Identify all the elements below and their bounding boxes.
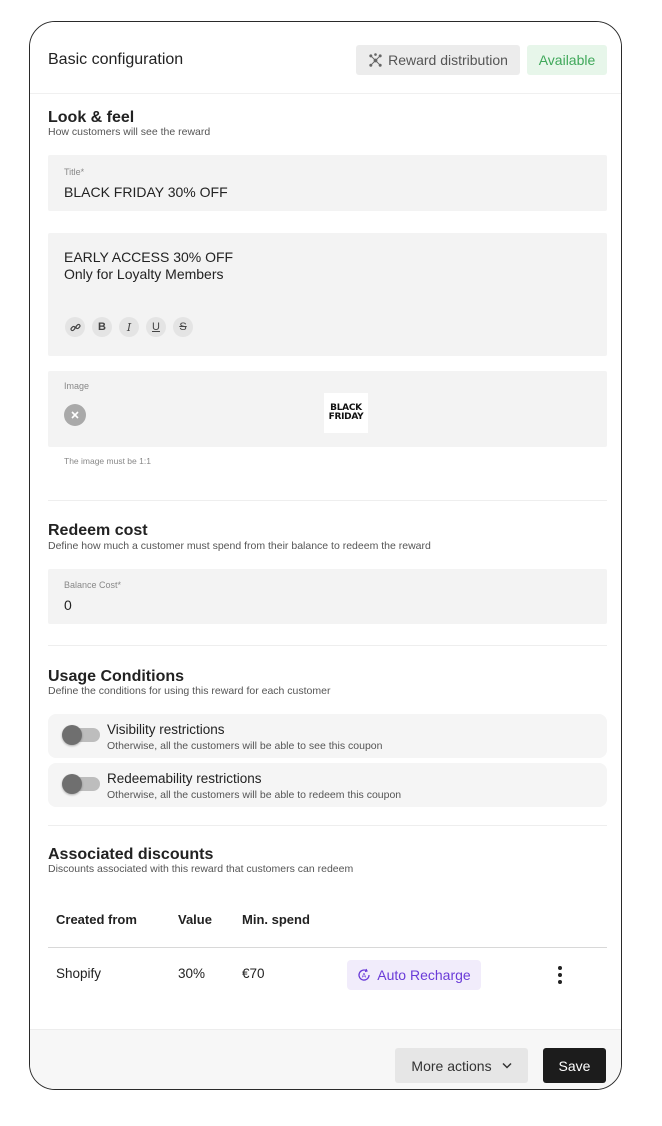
strikethrough-button[interactable]: S [173, 317, 193, 337]
auto-recharge-tag[interactable] [347, 960, 481, 990]
black-friday-image [324, 393, 368, 433]
description-line-2: Only for Loyalty Members [64, 266, 224, 282]
image-field[interactable] [48, 371, 607, 447]
look-feel-subtitle: How customers will see the reward [48, 126, 211, 138]
column-value: Value [178, 912, 212, 927]
link-icon [70, 322, 81, 333]
column-created-from: Created from [56, 912, 137, 927]
redeemability-restrictions-subtitle: Otherwise, all the customers will be able to redeem this coupon [107, 789, 402, 801]
table-header [30, 912, 622, 932]
divider [48, 645, 607, 646]
divider [48, 825, 607, 826]
title-field[interactable] [48, 155, 607, 211]
usage-conditions-title: Usage Conditions [48, 668, 185, 685]
link-button[interactable] [65, 317, 85, 337]
logo-line-1: BLACK [330, 403, 362, 413]
chevron-down-icon [502, 1062, 512, 1069]
image-field-label: Image [64, 381, 90, 391]
status-badge: Available [527, 45, 607, 75]
row-more-options-button[interactable] [554, 963, 566, 987]
balance-cost-field[interactable] [48, 569, 607, 624]
redeem-cost-title: Redeem cost [48, 522, 148, 539]
auto-recharge-icon [357, 968, 371, 982]
cell-value: 30% [178, 966, 206, 981]
bold-button[interactable]: B [92, 317, 112, 337]
redeem-cost-subtitle: Define how much a customer must spend from their balance to redeem the reward [48, 540, 431, 552]
underline-button[interactable]: U [146, 317, 166, 337]
title-field-label: Title* [64, 167, 85, 177]
page-title: Basic configuration [48, 51, 184, 68]
reward-distribution-label: Reward distribution [388, 52, 508, 68]
balance-cost-label: Balance Cost* [64, 580, 122, 590]
logo-line-2: FRIDAY [328, 412, 364, 422]
network-icon [368, 53, 383, 68]
table-header-divider [48, 947, 607, 948]
reward-config-panel [29, 21, 622, 1090]
visibility-restrictions-subtitle: Otherwise, all the customers will be able to see this coupon [107, 740, 383, 752]
visibility-restrictions-row [48, 714, 607, 758]
italic-button[interactable]: I [119, 317, 139, 337]
description-line-1: EARLY ACCESS 30% OFF [64, 249, 234, 265]
more-actions-label: More actions [411, 1057, 492, 1074]
close-icon [71, 411, 79, 419]
column-min-spend: Min. spend [242, 912, 310, 927]
redeemability-restrictions-toggle[interactable] [64, 777, 100, 791]
visibility-restrictions-title: Visibility restrictions [107, 722, 225, 737]
cell-min-spend: €70 [242, 966, 265, 981]
redeemability-restrictions-row [48, 763, 607, 807]
svg-text:A: A [362, 971, 367, 980]
title-field-value: BLACK FRIDAY 30% OFF [64, 184, 228, 200]
remove-image-button[interactable] [64, 404, 86, 426]
cell-created-from: Shopify [56, 966, 102, 981]
look-feel-title: Look & feel [48, 109, 135, 126]
associated-discounts-title: Associated discounts [48, 846, 214, 863]
reward-distribution-button[interactable] [356, 45, 520, 75]
balance-cost-value: 0 [64, 597, 72, 613]
associated-discounts-subtitle: Discounts associated with this reward that customers can redeem [48, 863, 354, 875]
visibility-restrictions-toggle[interactable] [64, 728, 100, 742]
divider [48, 500, 607, 501]
save-button[interactable]: Save [543, 1048, 606, 1083]
panel-header [30, 22, 622, 94]
image-hint: The image must be 1:1 [64, 456, 151, 466]
auto-recharge-label: Auto Recharge [377, 967, 471, 983]
description-editor[interactable] [48, 233, 607, 356]
redeemability-restrictions-title: Redeemability restrictions [107, 771, 262, 786]
usage-conditions-subtitle: Define the conditions for using this reward for each customer [48, 685, 331, 697]
table-row [30, 966, 622, 986]
more-actions-button[interactable] [395, 1048, 528, 1083]
panel-footer [30, 1029, 622, 1090]
